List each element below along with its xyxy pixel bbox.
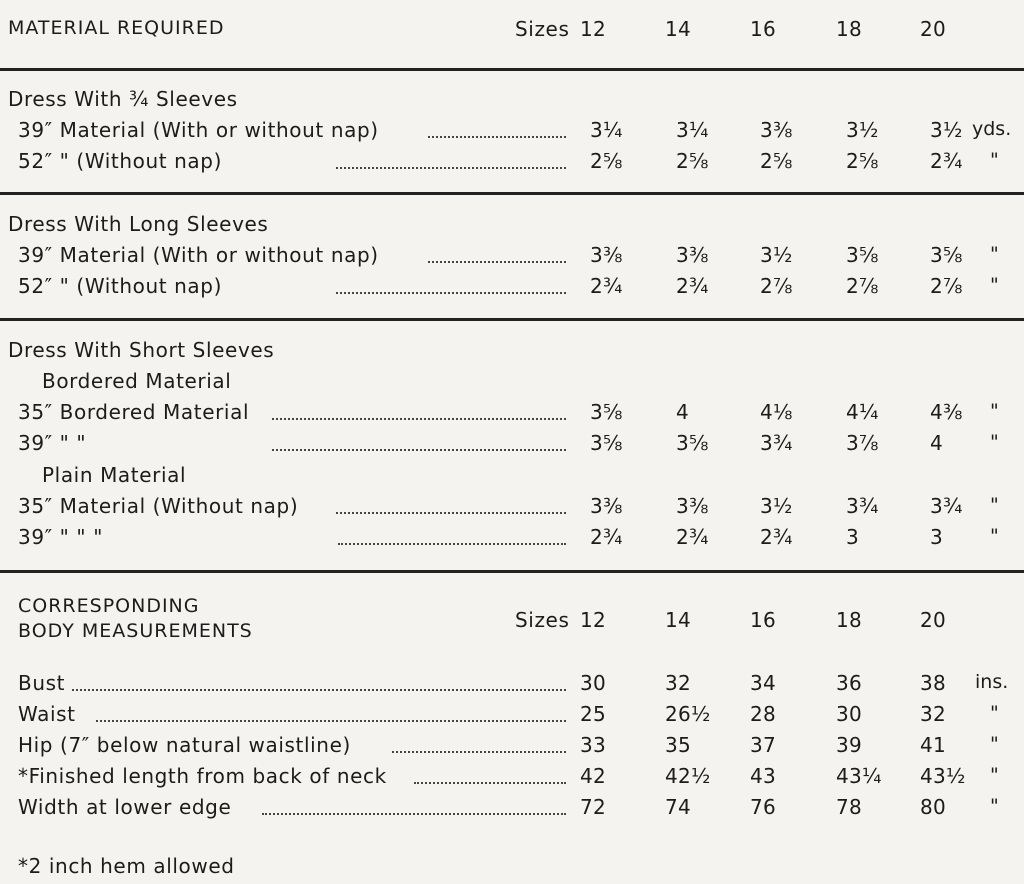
value-cell: 3⅜ — [590, 243, 623, 267]
measurement-label: Hip (7″ below natural waistline) — [18, 733, 351, 757]
material-required-title: MATERIAL REQUIRED — [8, 17, 225, 39]
value-cell: 3½ — [760, 243, 793, 267]
value-cell: 3⅜ — [676, 494, 709, 518]
value-cell: 2⅝ — [590, 149, 623, 173]
value-cell: 42½ — [665, 764, 711, 788]
size-header: 12 — [580, 17, 607, 41]
size-header: 18 — [836, 17, 863, 41]
row-label: 39″ " " — [18, 431, 87, 455]
subsection-heading: Bordered Material — [42, 369, 232, 393]
measurement-label: Waist — [18, 702, 76, 726]
measurement-label: Width at lower edge — [18, 795, 232, 819]
value-cell: 4⅜ — [930, 400, 963, 424]
sizes-label: Sizes — [515, 608, 570, 632]
value-cell: 3¼ — [590, 118, 623, 142]
value-cell: 3½ — [760, 494, 793, 518]
sizes-label: Sizes — [515, 17, 570, 41]
value-cell: 2¾ — [930, 149, 963, 173]
value-cell: 2⅝ — [846, 149, 879, 173]
value-cell: 25 — [580, 702, 607, 726]
size-header: 20 — [920, 608, 947, 632]
value-cell: 3⅜ — [590, 494, 623, 518]
value-cell: 3¾ — [846, 494, 879, 518]
value-cell: 3⅞ — [846, 431, 879, 455]
value-cell: 30 — [580, 671, 607, 695]
section-divider — [0, 192, 1024, 195]
value-cell: 2¾ — [676, 274, 709, 298]
dot-leader — [392, 751, 566, 753]
dot-leader — [336, 512, 566, 514]
subsection-heading: Plain Material — [42, 463, 187, 487]
value-cell: 30 — [836, 702, 863, 726]
value-cell: 43¼ — [836, 764, 882, 788]
value-cell: 3⅝ — [846, 243, 879, 267]
value-cell: 3¼ — [676, 118, 709, 142]
dot-leader — [428, 261, 566, 263]
value-cell: 4 — [676, 400, 690, 424]
value-cell: 2¾ — [676, 525, 709, 549]
value-cell: 33 — [580, 733, 607, 757]
value-cell: 3⅝ — [930, 243, 963, 267]
row-label: 52″ " (Without nap) — [18, 274, 222, 298]
value-cell: 43½ — [920, 764, 966, 788]
value-cell: 3⅜ — [676, 243, 709, 267]
value-cell: 2⅝ — [676, 149, 709, 173]
value-cell: 2¾ — [760, 525, 793, 549]
dot-leader — [338, 543, 566, 545]
value-cell: 3½ — [930, 118, 963, 142]
value-cell: 3⅝ — [590, 400, 623, 424]
value-cell: 32 — [665, 671, 692, 695]
unit-label: yds. — [972, 118, 1012, 140]
dot-leader — [96, 720, 566, 722]
unit-label: " — [990, 733, 999, 755]
value-cell: 2⅞ — [760, 274, 793, 298]
value-cell: 4 — [930, 431, 944, 455]
row-label: 35″ Material (Without nap) — [18, 494, 299, 518]
dot-leader — [272, 418, 566, 420]
value-cell: 38 — [920, 671, 947, 695]
value-cell: 35 — [665, 733, 692, 757]
value-cell: 42 — [580, 764, 607, 788]
row-label: 35″ Bordered Material — [18, 400, 250, 424]
row-label: 39″ Material (With or without nap) — [18, 243, 379, 267]
value-cell: 72 — [580, 795, 607, 819]
unit-label: " — [990, 400, 999, 422]
dot-leader — [336, 167, 566, 169]
value-cell: 2⅝ — [760, 149, 793, 173]
value-cell: 3¾ — [930, 494, 963, 518]
value-cell: 74 — [665, 795, 692, 819]
value-cell: 4⅛ — [760, 400, 793, 424]
unit-label: " — [990, 525, 999, 547]
unit-label: " — [990, 702, 999, 724]
unit-label: " — [990, 274, 999, 296]
value-cell: 76 — [750, 795, 777, 819]
value-cell: 3 — [930, 525, 944, 549]
body-measurements-title-line2: BODY MEASUREMENTS — [18, 620, 253, 642]
value-cell: 32 — [920, 702, 947, 726]
value-cell: 78 — [836, 795, 863, 819]
unit-label: " — [990, 431, 999, 453]
row-label: 39″ " " " — [18, 525, 103, 549]
dot-leader — [72, 689, 566, 691]
value-cell: 2⅞ — [846, 274, 879, 298]
size-header: 16 — [750, 17, 777, 41]
size-header: 18 — [836, 608, 863, 632]
size-header: 12 — [580, 608, 607, 632]
dot-leader — [414, 782, 566, 784]
section-divider — [0, 570, 1024, 573]
size-header: 20 — [920, 17, 947, 41]
value-cell: 3⅝ — [590, 431, 623, 455]
value-cell: 2¾ — [590, 525, 623, 549]
value-cell: 3⅝ — [676, 431, 709, 455]
row-label: 39″ Material (With or without nap) — [18, 118, 379, 142]
value-cell: 39 — [836, 733, 863, 757]
size-header: 14 — [665, 17, 692, 41]
value-cell: 28 — [750, 702, 777, 726]
row-label: 52″ " (Without nap) — [18, 149, 222, 173]
section-heading: Dress With Long Sleeves — [8, 212, 269, 236]
value-cell: 41 — [920, 733, 947, 757]
unit-label: " — [990, 494, 999, 516]
value-cell: 3 — [846, 525, 860, 549]
unit-label: " — [990, 795, 999, 817]
unit-label: ins. — [975, 671, 1009, 693]
section-divider — [0, 68, 1024, 71]
value-cell: 3½ — [846, 118, 879, 142]
dot-leader — [428, 136, 566, 138]
value-cell: 36 — [836, 671, 863, 695]
value-cell: 43 — [750, 764, 777, 788]
unit-label: " — [990, 243, 999, 265]
size-header: 16 — [750, 608, 777, 632]
dot-leader — [272, 449, 566, 451]
section-heading: Dress With Short Sleeves — [8, 338, 275, 362]
value-cell: 3⅜ — [760, 118, 793, 142]
unit-label: " — [990, 764, 999, 786]
section-heading: Dress With ¾ Sleeves — [8, 87, 238, 111]
value-cell: 2⅞ — [930, 274, 963, 298]
value-cell: 37 — [750, 733, 777, 757]
body-measurements-title-line1: CORRESPONDING — [18, 595, 200, 617]
measurement-label: Bust — [18, 671, 66, 695]
hem-footnote: *2 inch hem allowed — [18, 854, 235, 878]
value-cell: 4¼ — [846, 400, 879, 424]
value-cell: 26½ — [665, 702, 711, 726]
unit-label: " — [990, 149, 999, 171]
value-cell: 3¾ — [760, 431, 793, 455]
value-cell: 34 — [750, 671, 777, 695]
value-cell: 80 — [920, 795, 947, 819]
size-header: 14 — [665, 608, 692, 632]
dot-leader — [262, 813, 566, 815]
section-divider — [0, 318, 1024, 321]
dot-leader — [336, 292, 566, 294]
value-cell: 2¾ — [590, 274, 623, 298]
measurement-label: *Finished length from back of neck — [18, 764, 387, 788]
